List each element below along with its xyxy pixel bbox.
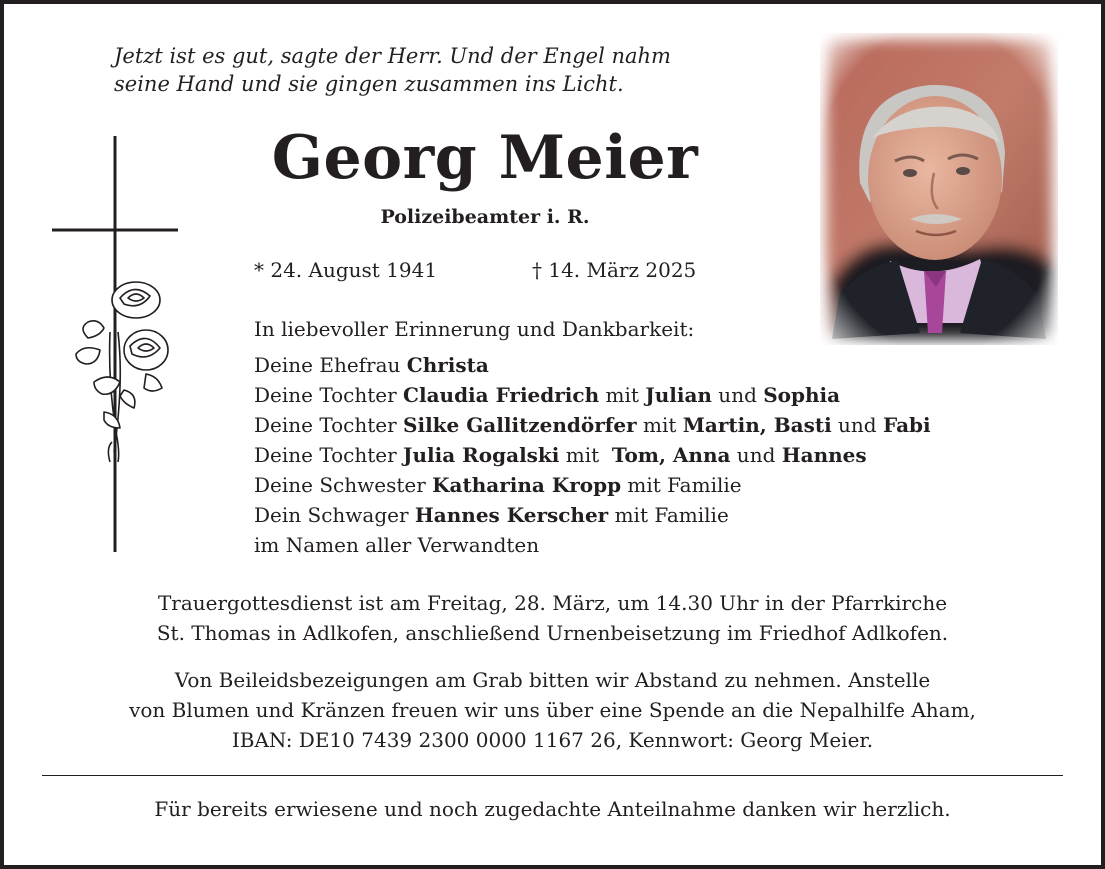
quote-line-2: seine Hand und sie gingen zusammen ins Licht. <box>114 72 624 96</box>
mourner-text: mit <box>559 443 612 467</box>
mourner-name: Claudia Friedrich <box>403 383 600 407</box>
mourner-text: mit <box>636 413 683 437</box>
mourner-name: Tom, Anna <box>611 443 731 467</box>
quote-line-1: Jetzt ist es gut, sagte der Herr. Und der Engel nahm <box>114 44 671 68</box>
mourner-name: Hannes <box>781 443 867 467</box>
donation-line-1: Von Beileidsbezeigungen am Grab bitten wir Abstand zu nehmen. Anstelle <box>174 668 931 692</box>
thanks-note <box>0 794 1105 824</box>
mourner-name: Julia Rogalski <box>403 443 560 467</box>
mourner-text: Deine Tochter <box>254 443 404 467</box>
mourner-text: und <box>730 443 782 467</box>
donation-line-3: IBAN: DE10 7439 2300 0000 1167 26, Kennwort: Georg Meier. <box>231 728 874 752</box>
deceased-name: Georg Meier <box>271 123 699 193</box>
mourner-text: Deine Tochter <box>254 413 404 437</box>
mourner-text: Dein Schwager <box>254 503 415 527</box>
cross-with-rose-icon <box>48 132 188 557</box>
mourner-text: mit <box>599 383 646 407</box>
mourner-text: Deine Schwester <box>254 473 433 497</box>
birth-date: * 24. August 1941 <box>254 258 438 282</box>
funeral-service-info <box>0 588 1105 648</box>
mourner-row <box>254 440 931 470</box>
mourner-row <box>254 410 931 440</box>
donation-line-2: von Blumen und Kränzen freuen wir uns über eine Spende an die Nepalhilfe Aham, <box>129 698 976 722</box>
mourners-list <box>254 350 931 560</box>
mourner-row <box>254 380 931 410</box>
mourner-row <box>254 470 931 500</box>
mourner-text: mit Familie <box>621 473 742 497</box>
deceased-profession: Polizeibeamter i. R. <box>380 206 590 228</box>
opening-quote <box>114 42 794 98</box>
death-date: † 14. März 2025 <box>532 258 697 282</box>
mourner-text: und <box>831 413 883 437</box>
mourner-row <box>254 350 931 380</box>
mourner-name: Sophia <box>763 383 841 407</box>
mourner-row <box>254 530 931 560</box>
divider-line <box>42 775 1063 776</box>
mourner-text: Deine Ehefrau <box>254 353 407 377</box>
service-line-2: St. Thomas in Adlkofen, anschließend Urnenbeisetzung im Friedhof Adlkofen. <box>156 621 949 645</box>
mourner-name: Fabi <box>882 413 931 437</box>
mourner-text: im Namen aller Verwandten <box>254 533 540 557</box>
service-line-1: Trauergottesdienst ist am Freitag, 28. März, um 14.30 Uhr in der Pfarrkirche <box>157 591 948 615</box>
mourner-text: Deine Tochter <box>254 383 404 407</box>
mourner-name: Silke Gallitzendörfer <box>403 413 637 437</box>
mourner-name: Martin, Basti <box>682 413 832 437</box>
donation-request <box>0 665 1105 755</box>
mourner-row <box>254 500 931 530</box>
portrait-photo <box>820 33 1058 345</box>
mourner-name: Katharina Kropp <box>432 473 622 497</box>
mourner-name: Julian <box>645 383 712 407</box>
remembrance-intro: In liebevoller Erinnerung und Dankbarkeit: <box>254 317 695 341</box>
mourner-text: und <box>711 383 764 407</box>
life-dates <box>254 255 774 285</box>
thanks-line: Für bereits erwiesene und noch zugedachte Anteilnahme danken wir herzlich. <box>154 797 951 821</box>
mourner-text: mit Familie <box>608 503 729 527</box>
mourner-name: Hannes Kerscher <box>414 503 609 527</box>
mourner-name: Christa <box>406 353 489 377</box>
